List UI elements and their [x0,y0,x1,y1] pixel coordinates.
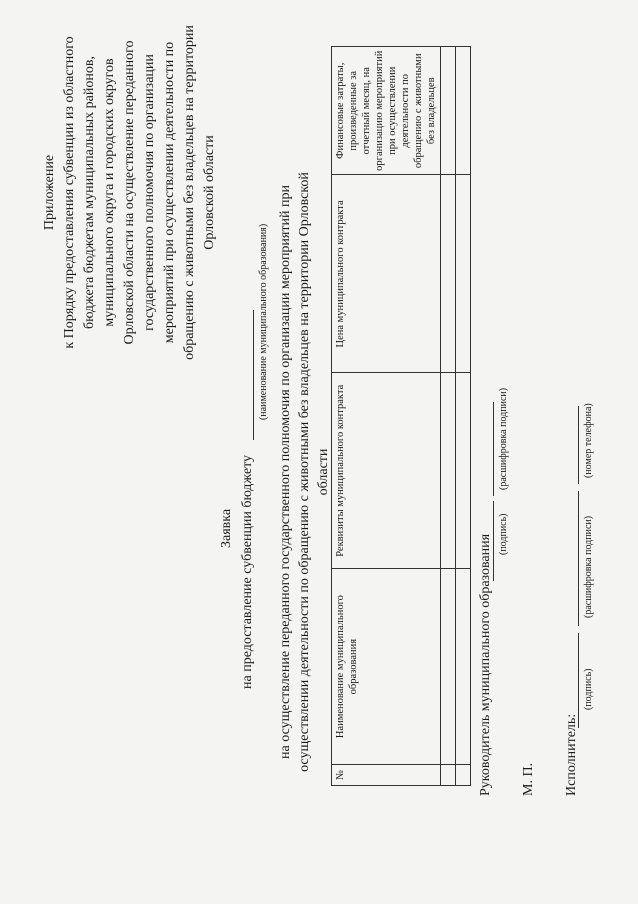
table-cell [441,47,456,176]
table-cell [456,373,471,569]
executor-label: Исполнитель: [564,713,579,796]
appendix-title: Приложение [42,154,57,231]
table-cell [456,765,471,786]
executor-decoding-line [578,491,579,626]
table-cell [441,373,456,569]
table-header-row [332,47,441,786]
table-cell [441,765,456,786]
head-signature-caption: (подпись) [498,513,509,555]
header-financial-costs: Финансовые затраты, произведенные за отчетный месяц, на организацию мероприятий при осуществлении деятельности по обращению с животными без владельцев [332,47,441,176]
table-cell [441,569,456,765]
executor-signature-line [578,633,579,728]
stamp-place: М. П. [521,762,536,796]
rotated-landscape-form [16,16,622,888]
header-number: № [332,765,441,786]
executor-decoding-caption: (расшифровка подписи) [583,515,594,618]
executor-signature-caption: (подпись) [583,668,594,710]
table-cell [441,175,456,373]
purpose-text: на осуществление переданного государственного полномочия по организации мероприятий при осуществлении деятельности по обращению с животными без владельцев на территории Орловской области [278,172,331,772]
document-title: Заявка [219,508,234,548]
table-row [456,47,471,786]
head-signature-line [493,501,494,581]
appendix-block [40,25,220,360]
municipality-fill-line [253,310,254,440]
municipality-caption: (наименование муниципального образования) [258,223,269,420]
header-contract-details: Реквизиты муниципального контракта [332,373,441,569]
table-row [441,47,456,786]
header-contract-price: Цена муниципального контракта [332,175,441,373]
table-cell [456,175,471,373]
application-table [331,46,471,786]
document-subtitle: на предоставление субвенции бюджету [240,454,255,689]
appendix-body: к Порядку предоставления субвенции из областного бюджета бюджетам муниципальных районов, муниципального округа и городских округов Орловской области на осуществление переданного государственного полномочия по организации мероприятий при осуществлении деятельности по обращению с животными без владельцев на территории Орловской области [62,25,217,360]
table-cell [456,569,471,765]
executor-phone-line [578,406,579,484]
header-municipality: Наименование муниципального образования [332,569,441,765]
head-signature-label: Руководитель муниципального образования [478,533,493,796]
head-decoding-caption: (расшифровка подписи) [498,387,509,490]
executor-phone-caption: (номер телефона) [583,403,594,478]
head-decoding-line [493,402,494,496]
table-cell [456,47,471,176]
